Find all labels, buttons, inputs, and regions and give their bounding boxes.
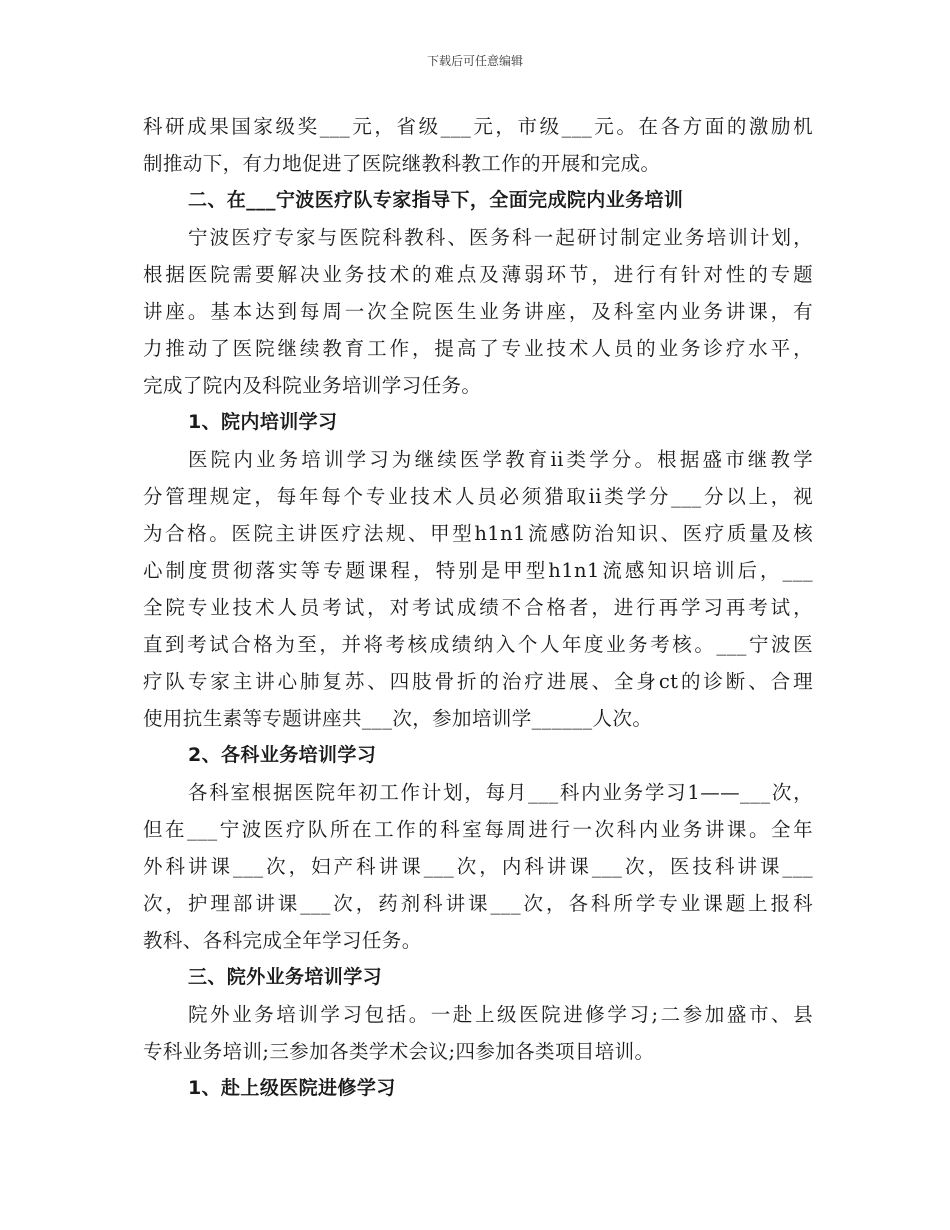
text-line: 各科室根据医院年初工作计划，每月___科内业务学习1——___次， bbox=[188, 781, 813, 804]
text-line: 外科讲课___次，妇产科讲课___次，内科讲课___次，医技科讲课___ bbox=[143, 855, 813, 878]
page-header: 下载后可任意编辑 bbox=[426, 54, 523, 68]
section-heading: 二、在___宁波医疗队专家指导下，全面完成院内业务培训 bbox=[188, 189, 684, 211]
text-line: 次，护理部讲课___次，药剂科讲课___次，各科所学专业课题上报科 bbox=[143, 892, 813, 915]
text-line: 院外业务培训学习包括。一赴上级医院进修学习;二参加盛市、县 bbox=[188, 1003, 813, 1026]
text-line: 全院专业技术人员考试，对考试成绩不合格者，进行再学习再考试， bbox=[143, 596, 813, 619]
text-line: 宁波医疗专家与医院科教科、医务科一起研讨制定业务培训计划， bbox=[188, 226, 813, 249]
text-line: 分管理规定，每年每个专业技术人员必须猎取ii类学分___分以上，视 bbox=[143, 485, 813, 508]
text-line: 完成了院内及科院业务培训学习任务。 bbox=[143, 374, 482, 397]
text-line: 制推动下，有力地促进了医院继教科教工作的开展和完成。 bbox=[143, 152, 661, 175]
text-line: 为合格。医院主讲医疗法规、甲型h1n1流感防治知识、医疗质量及核 bbox=[143, 522, 813, 545]
text-line: 使用抗生素等专题讲座共___次，参加培训学______人次。 bbox=[143, 707, 653, 730]
document-body bbox=[143, 108, 813, 1107]
text-line: 直到考试合格为至，并将考核成绩纳入个人年度业务考核。___宁波医 bbox=[143, 633, 813, 656]
text-line: 医院内业务培训学习为继续医学教育ii类学分。根据盛市继教学 bbox=[188, 448, 813, 471]
section-heading: 三、院外业务培训学习 bbox=[188, 966, 383, 988]
text-line: 专科业务培训;三参加各类学术会议;四参加各类项目培训。 bbox=[143, 1040, 655, 1063]
text-line: 但在___宁波医疗队所在工作的科室每周进行一次科内业务讲课。全年 bbox=[143, 818, 813, 841]
text-line: 疗队专家主讲心肺复苏、四肢骨折的治疗进展、全身ct的诊断、合理 bbox=[143, 670, 813, 693]
section-heading: 2、各科业务培训学习 bbox=[188, 744, 377, 766]
section-heading: 1、赴上级医院进修学习 bbox=[188, 1077, 396, 1099]
text-line: 教科、各科完成全年学习任务。 bbox=[143, 929, 422, 952]
text-line: 心制度贯彻落实等专题课程，特别是甲型h1n1流感知识培训后，___ bbox=[143, 559, 813, 582]
section-heading: 1、院内培训学习 bbox=[188, 411, 338, 433]
text-line: 讲座。基本达到每周一次全院医生业务讲座，及科室内业务讲课，有 bbox=[143, 300, 813, 323]
text-line: 根据医院需要解决业务技术的难点及薄弱环节，进行有针对性的专题 bbox=[143, 263, 813, 286]
text-line: 科研成果国家级奖___元，省级___元，市级___元。在各方面的激励机 bbox=[143, 115, 813, 138]
text-line: 力推动了医院继续教育工作，提高了专业技术人员的业务诊疗水平， bbox=[143, 337, 813, 360]
